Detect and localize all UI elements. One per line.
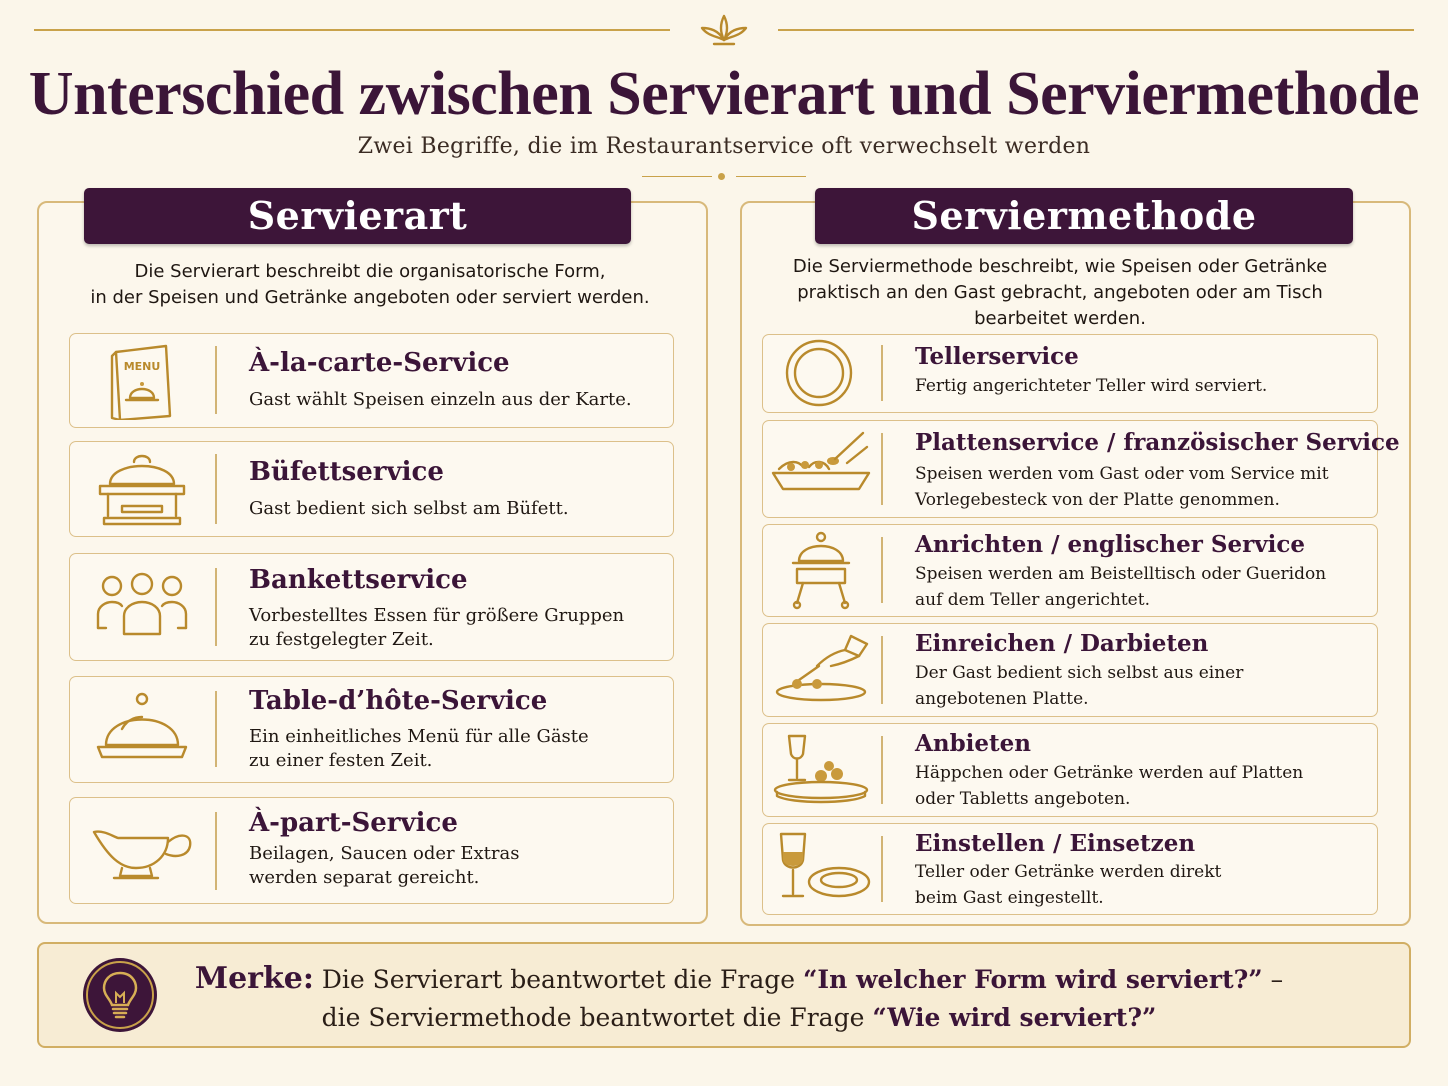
wine-plate-icon: [773, 830, 873, 908]
servierart-card-buefett: [69, 441, 674, 537]
item-description: Der Gast bedient sich selbst aus einer angebotenen Platte.: [915, 663, 1244, 709]
gravy-boat-icon: [90, 816, 194, 886]
merke-question-1: “In welcher Form wird serviert?”: [803, 965, 1263, 994]
item-description: Vorbestelltes Essen für größere Gruppen zu festgelegter Zeit.: [249, 605, 625, 650]
card-divider: [881, 636, 883, 704]
cloche-icon: [94, 689, 190, 765]
item-title: Einreichen / Darbieten: [915, 630, 1209, 657]
top-rule-left: [34, 29, 670, 31]
item-description: Speisen werden vom Gast oder vom Service mit Vorlegebesteck von der Platte genommen.: [915, 464, 1329, 510]
serviermethode-intro: Die Serviermethode beschreibt, wie Speisen oder Getränke praktisch an den Gast gebracht, angeboten oder am Tisch bearbeitet werden.: [792, 256, 1328, 329]
fleur-ornament-icon: [694, 10, 754, 50]
card-divider: [215, 346, 217, 414]
item-title: Einstellen / Einsetzen: [915, 830, 1196, 857]
top-rule-right: [778, 29, 1414, 31]
servierart-card-a-part: [69, 797, 674, 904]
merke-label: Merke:: [194, 961, 314, 996]
card-divider: [881, 537, 883, 603]
menu-icon: [106, 342, 180, 420]
item-title: À-la-carte-Service: [249, 348, 510, 378]
gueridon-icon: [781, 529, 861, 611]
card-divider: [881, 345, 883, 401]
item-title: Plattenservice / französischer Service: [915, 429, 1400, 456]
servierart-intro: Die Servierart beschreibt die organisatorische Form, in der Speisen und Getränke angeboten oder serviert werden.: [90, 261, 650, 308]
item-description: Häppchen oder Getränke werden auf Platten oder Tabletts angeboten.: [915, 763, 1304, 809]
servierart-card-bankett: [69, 553, 674, 661]
item-description: Teller oder Getränke werden direkt beim Gast eingestellt.: [915, 862, 1222, 908]
item-title: Anrichten / englischer Service: [915, 531, 1305, 558]
chafing-dish-icon: [94, 450, 190, 528]
item-title: Anbieten: [915, 730, 1031, 757]
item-description: Fertig angerichteter Teller wird serviert.: [915, 376, 1268, 396]
serviermethode-card-einstellen: [762, 823, 1378, 915]
serviermethode-card-einreichen: [762, 623, 1378, 717]
item-description: Ein einheitliches Menü für alle Gäste zu einer festen Zeit.: [249, 726, 589, 771]
card-divider: [881, 736, 883, 804]
item-title: Table-d’hôte-Service: [249, 686, 548, 716]
card-divider: [881, 433, 883, 505]
page-subtitle: Zwei Begriffe, die im Restaurantservice oft verwechselt werden: [357, 134, 1091, 159]
item-title: À-part-Service: [249, 808, 458, 838]
group-icon: [94, 570, 190, 642]
subtitle-divider-right: [736, 176, 806, 177]
item-title: Tellerservice: [915, 343, 1079, 370]
serviermethode-header: Serviermethode: [815, 188, 1353, 244]
servierart-card-a-la-carte: [69, 333, 674, 428]
merke-text-part: die Serviermethode beantwortet die Frage: [321, 1003, 873, 1032]
platter-spoon-icon: [769, 429, 873, 495]
serviermethode-card-platten: [762, 420, 1400, 518]
page-title: Unterschied zwischen Servierart und Serviermethode: [28, 60, 1420, 128]
servierart-header: Servierart: [84, 188, 631, 244]
tray-glass-icon: [771, 732, 871, 808]
card-divider: [215, 812, 217, 890]
merke-dash: –: [1262, 965, 1284, 994]
merke-text: [189, 960, 1289, 1037]
serviermethode-card-anbieten: [762, 723, 1378, 817]
item-description: Gast bedient sich selbst am Büfett.: [249, 498, 569, 519]
svg-text:MENU: MENU: [123, 360, 161, 373]
serviermethode-card-anrichten: [762, 524, 1378, 617]
item-title: Büfettservice: [249, 457, 444, 487]
item-description: Gast wählt Speisen einzeln aus der Karte.: [249, 389, 632, 410]
merke-text-part: Die Servierart beantwortet die Frage: [313, 965, 804, 994]
item-description: Beilagen, Saucen oder Extras werden separat gereicht.: [249, 843, 520, 888]
subtitle-divider-dot: [718, 173, 725, 180]
card-divider: [215, 691, 217, 767]
subtitle-divider-left: [642, 176, 712, 177]
card-divider: [215, 454, 217, 524]
servierart-card-table-dhote: [69, 676, 674, 783]
item-description: Speisen werden am Beistelltisch oder Gueridon auf dem Teller angerichtet.: [915, 564, 1327, 610]
merke-question-2: “Wie wird serviert?”: [872, 1003, 1157, 1032]
merke-box: [37, 942, 1411, 1048]
lightbulb-icon: [82, 957, 158, 1033]
card-divider: [881, 836, 883, 902]
card-divider: [215, 568, 217, 646]
item-title: Bankettservice: [249, 565, 468, 595]
plate-icon: [781, 339, 857, 407]
serving-hand-icon: [771, 630, 871, 706]
serviermethode-card-teller: [762, 334, 1378, 413]
